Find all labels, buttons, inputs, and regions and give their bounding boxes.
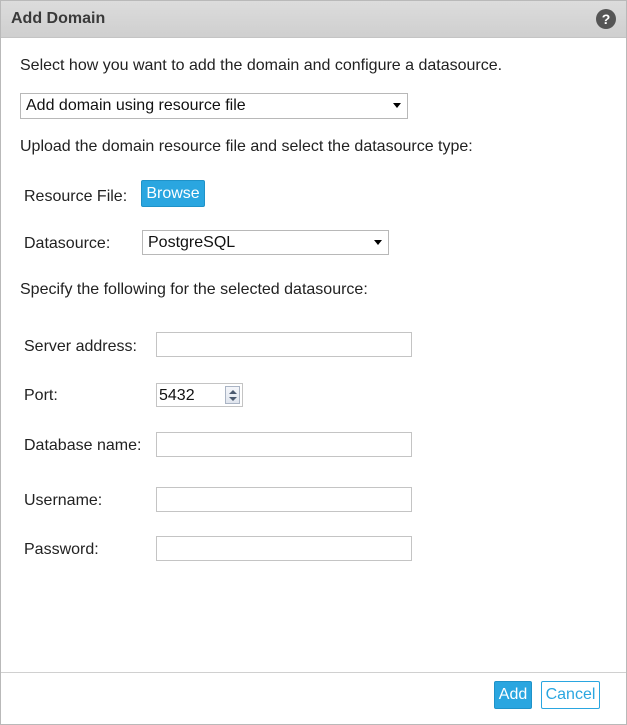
datasource-value: PostgreSQL (148, 234, 236, 251)
username-label: Username: (24, 492, 103, 509)
password-input[interactable] (156, 536, 412, 561)
database-name-label: Database name: (24, 437, 142, 454)
username-input[interactable] (156, 487, 412, 512)
resource-file-label: Resource File: (24, 188, 128, 205)
decrement-arrow-icon[interactable] (229, 397, 237, 401)
dialog-titlebar (1, 1, 626, 38)
port-stepper[interactable] (156, 383, 243, 407)
intro-text: Select how you want to add the domain and configure a datasource. (20, 57, 503, 74)
server-address-label: Server address: (24, 338, 137, 355)
add-method-select[interactable] (20, 93, 408, 119)
chevron-down-icon (374, 240, 382, 245)
increment-arrow-icon[interactable] (229, 390, 237, 394)
port-label: Port: (24, 387, 58, 404)
dialog-title: Add Domain (11, 10, 106, 27)
cancel-button[interactable]: Cancel (541, 681, 600, 709)
datasource-select[interactable] (142, 230, 389, 255)
password-label: Password: (24, 541, 99, 558)
upload-instructions: Upload the domain resource file and select the datasource type: (20, 138, 473, 155)
question-mark-icon[interactable]: ? (596, 9, 616, 29)
datasource-label: Datasource: (24, 235, 111, 252)
add-button[interactable]: Add (494, 681, 532, 709)
port-value: 5432 (159, 387, 195, 404)
footer-divider (1, 672, 626, 673)
datasource-fields-heading: Specify the following for the selected datasource: (20, 281, 368, 298)
server-address-input[interactable] (156, 332, 412, 357)
browse-button[interactable]: Browse (141, 180, 205, 207)
add-method-value: Add domain using resource file (26, 97, 246, 114)
spin-buttons[interactable] (225, 386, 240, 404)
database-name-input[interactable] (156, 432, 412, 457)
chevron-down-icon (393, 103, 401, 108)
